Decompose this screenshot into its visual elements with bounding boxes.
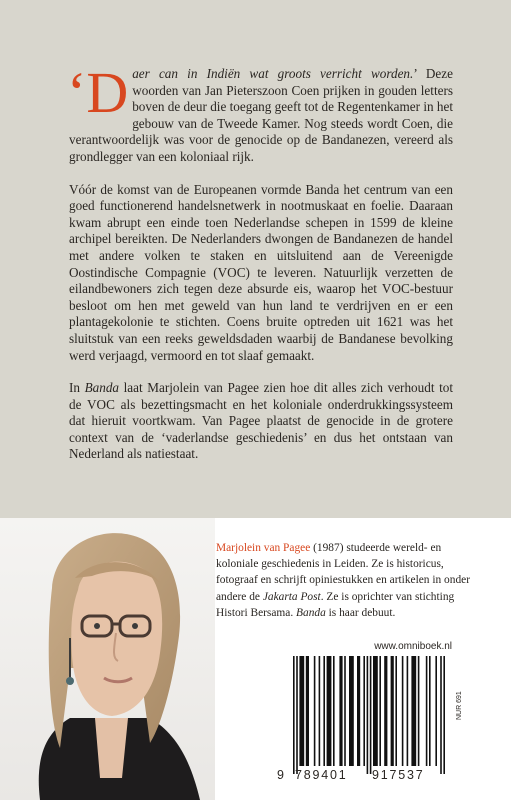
barcode-bar xyxy=(349,656,354,766)
author-photo xyxy=(0,518,215,800)
barcode-bar xyxy=(339,656,342,766)
barcode-bar xyxy=(402,656,404,766)
barcode-bar xyxy=(426,656,428,766)
barcode-bar xyxy=(373,656,378,766)
barcode-bar xyxy=(344,656,346,766)
barcode-bar xyxy=(293,656,295,774)
author-bio: Marjolein van Pagee (1987) studeerde wereld- en koloniale geschiedenis in Leiden. Ze is historicus, fotograaf en schrijft opiniestukken en artikelen in onder andere de Jakarta Post. Ze is oprichter van stichting Histori Bersama. Banda is haar debuut. xyxy=(216,542,470,619)
barcode-bar xyxy=(363,656,365,766)
barcode-bar xyxy=(440,656,442,774)
barcode-bar xyxy=(370,656,372,774)
author-portrait-icon xyxy=(0,518,215,800)
barcode-bar xyxy=(327,656,332,766)
newspaper-title: Jakarta Post xyxy=(262,590,321,603)
barcode-bar xyxy=(319,656,321,766)
barcode-bar xyxy=(379,656,381,766)
barcode xyxy=(285,654,453,784)
barcode-bar xyxy=(443,656,445,774)
barcode-bar xyxy=(323,656,325,766)
barcode-bar xyxy=(435,656,437,766)
blurb-paragraph-1: ‘Daer can in Indiën wat groots verricht worden.’ Deze woorden van Jan Pieterszoon Coen prijken in gouden letters boven de deur die toegang geeft tot de Regentenkamer in het gebouw van de Tweede Kamer. Nog steeds wordt Coen, die verantwoordelijk was voor de genocide op de Bandanezen, vereerd als grondlegger van een koloniaal rijk. xyxy=(67,60,453,164)
barcode-bar xyxy=(411,656,416,766)
isbn-first-digit: 9 xyxy=(277,768,286,782)
barcode-bar xyxy=(418,656,420,766)
barcode-bar xyxy=(429,656,431,766)
barcode-bar xyxy=(299,656,304,766)
drop-cap: ‘D xyxy=(67,60,129,125)
isbn-group-2: 917537 xyxy=(372,768,425,782)
barcode-bar xyxy=(296,656,298,774)
barcode-bar xyxy=(357,656,360,766)
barcode-bar xyxy=(333,656,335,766)
quote-text: aer can in Indiën wat groots verricht worden. xyxy=(132,66,414,81)
author-name: Marjolein van Pagee xyxy=(216,542,311,554)
isbn-number xyxy=(277,768,457,784)
blurb-paragraph-3: In Banda laat Marjolein van Pagee zien hoe dit alles zich verhoudt tot de VOC als bezettingsmacht en het koloniale onderdrukkingssysteem dat hieruit voortkwam. Van Pagee plaatst de genocide in de grotere context van de ‘vaderlandse geschiedenis’ en dus het ontstaan van Nederland als natiestaat. xyxy=(69,380,453,462)
isbn-group-1: 789401 xyxy=(295,768,348,782)
barcode-icon xyxy=(285,654,453,784)
blurb-paragraph-2: Vóór de komst van de Europeanen vormde Banda het centrum van een goed functionerend handelsnetwerk in nootmuskaat en foelie. Daaraan kwam abrupt een einde toen Nederlandse schepen in 1599 de kleine archipel bereikten. De Nederlanders dwongen de Bandanezen de handel met andere volken te staken en uitsluitend aan de Vereenigde Oostindische Compagnie (VOC) te leveren. Natuurlijk verzetten de eilandbewoners zich tegen deze absurde eis, waarop het VOC-bestuur besloot om hen met geweld van hun land te verdrijven en er een plantagekolonie te stichten. Coens bruite optreden uit 1621 was het sluitstuk van een reeks geweldsdaden waarbij de Bandanese bevolking werd verjaagd, vermoord en tot slaaf gemaakt. xyxy=(69,181,453,363)
book-title-bio: Banda xyxy=(296,606,326,619)
barcode-bar xyxy=(395,656,397,766)
publisher-url: www.omniboek.nl xyxy=(374,641,452,652)
barcode-bar xyxy=(314,656,316,766)
barcode-bar xyxy=(367,656,369,774)
barcode-bar xyxy=(391,656,394,766)
barcode-bar xyxy=(407,656,409,766)
book-title-inline: Banda xyxy=(84,380,120,396)
barcode-bar xyxy=(306,656,309,766)
nur-code: NUR 691 xyxy=(456,691,463,720)
blurb-text xyxy=(67,60,453,479)
barcode-bar xyxy=(384,656,387,766)
